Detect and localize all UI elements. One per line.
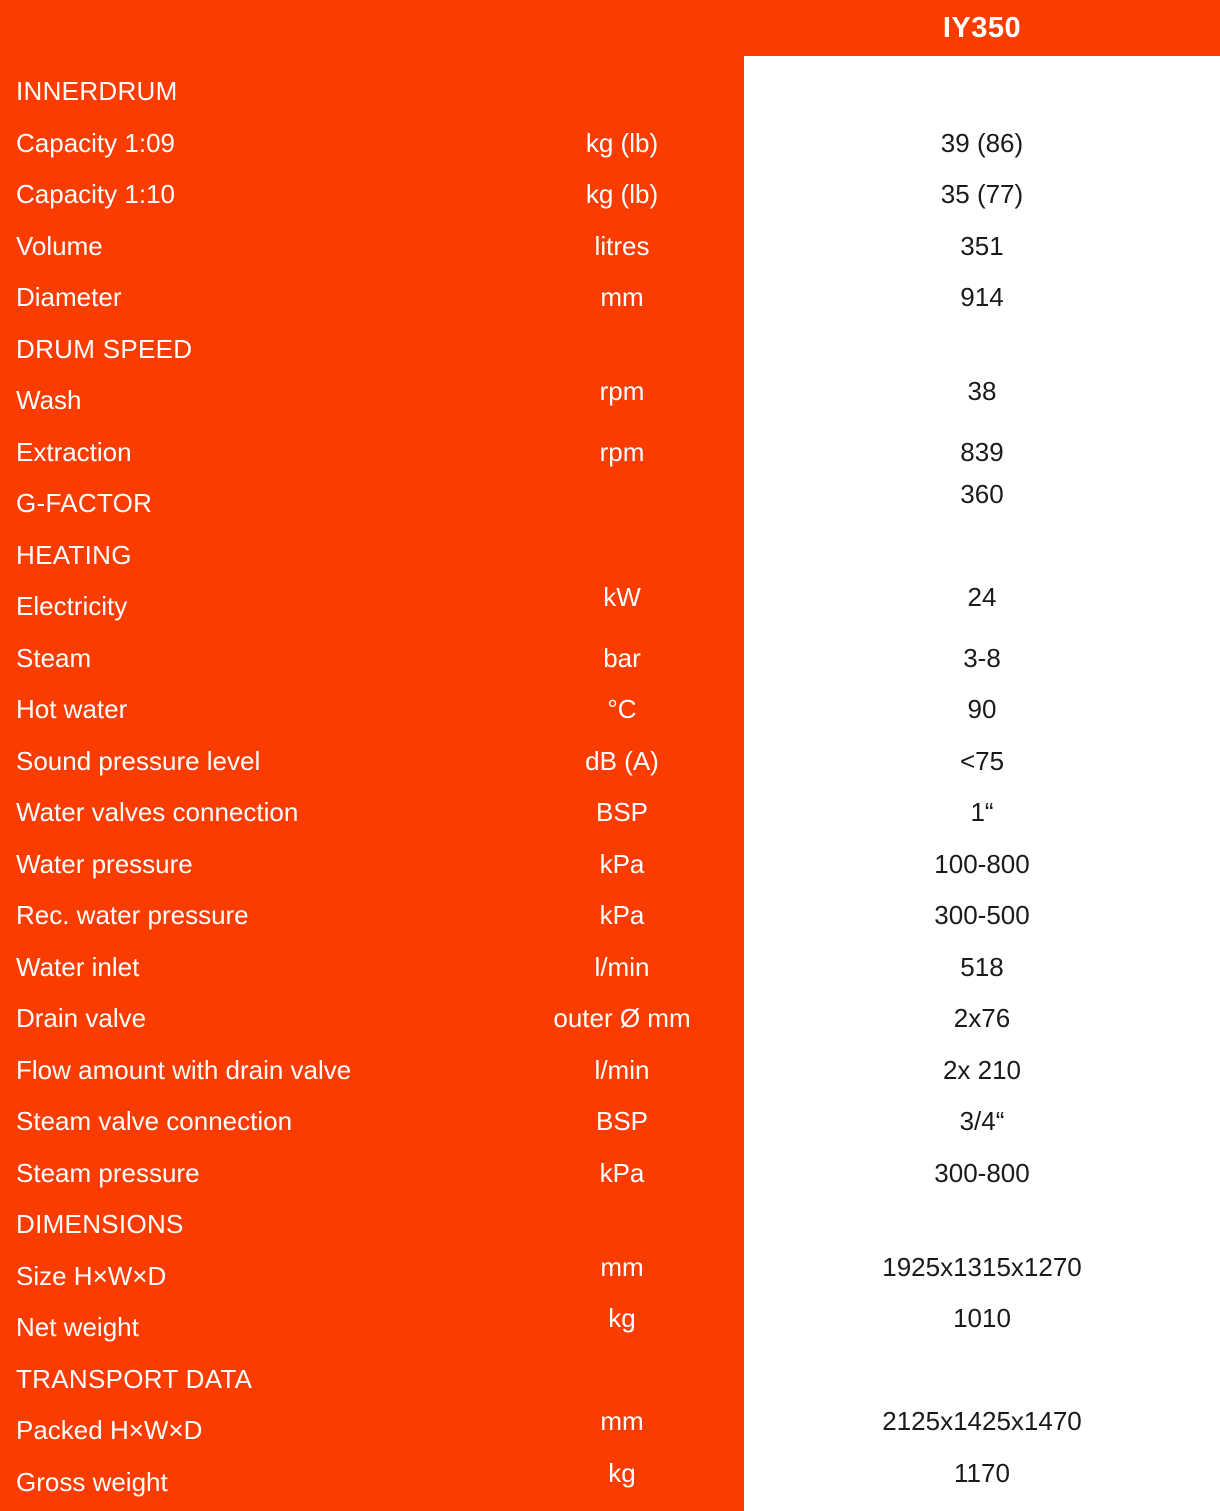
spec-unit: bar (603, 642, 641, 673)
table-row (0, 375, 1220, 427)
spec-unit: kPa (599, 1157, 645, 1188)
spec-label: Rec. water pressure (16, 900, 249, 931)
section-heading-row (0, 1354, 1220, 1406)
spec-label: G-FACTOR (16, 488, 153, 519)
table-row (0, 839, 1220, 891)
spec-value: 35 (77) (940, 179, 1024, 210)
spec-value: 2x 210 (942, 1054, 1022, 1085)
spec-value: 24 (967, 582, 997, 613)
section-heading-row (0, 1199, 1220, 1251)
spec-label: INNERDRUM (16, 76, 178, 107)
spec-value: 3/4“ (959, 1106, 1005, 1137)
model-title: IY350 (942, 12, 1022, 44)
spec-label: Packed H×W×D (16, 1415, 203, 1446)
spec-label: Water pressure (16, 848, 193, 879)
spec-unit: kg (lb) (585, 127, 659, 158)
spec-value: 39 (86) (940, 127, 1024, 158)
spec-label: Hot water (16, 694, 128, 725)
spec-label: Capacity 1:09 (16, 127, 175, 158)
spec-unit: mm (600, 282, 644, 313)
spec-value: 839 (960, 436, 1004, 467)
table-row (0, 890, 1220, 942)
spec-value: 1170 (954, 1457, 1010, 1488)
spec-value: 90 (967, 694, 997, 725)
table-row (0, 1251, 1220, 1303)
table-row (0, 1302, 1220, 1354)
spec-label: Net weight (16, 1312, 139, 1343)
spec-label: Steam valve connection (16, 1106, 293, 1137)
spec-unit: kg (608, 1457, 636, 1488)
spec-label: Diameter (16, 282, 122, 313)
table-row (0, 633, 1220, 685)
table-row (0, 169, 1220, 221)
spec-unit: °C (607, 694, 637, 725)
spec-label: Gross weight (16, 1466, 168, 1497)
section-heading-row (0, 324, 1220, 376)
spec-label: TRANSPORT DATA (16, 1363, 253, 1394)
spec-label: Capacity 1:10 (16, 179, 175, 210)
spec-unit: mm (600, 1406, 644, 1437)
table-row (0, 1045, 1220, 1097)
table-row (0, 1096, 1220, 1148)
spec-unit: rpm (599, 436, 645, 467)
spec-unit: l/min (594, 1054, 650, 1085)
spec-value: 351 (960, 230, 1004, 261)
spec-unit: mm (600, 1251, 644, 1282)
table-row (0, 1457, 1220, 1509)
spec-unit: litres (594, 230, 650, 261)
spec-value: 914 (960, 282, 1004, 313)
spec-label: Wash (16, 385, 82, 416)
spec-value: 300-800 (934, 1157, 1030, 1188)
spec-label: Volume (16, 230, 103, 261)
spec-value: 1010 (953, 1303, 1011, 1334)
spec-unit: BSP (595, 797, 649, 828)
table-row (0, 272, 1220, 324)
section-heading-row (0, 478, 1220, 530)
table-row (0, 684, 1220, 736)
table-row (0, 993, 1220, 1045)
table-row (0, 221, 1220, 273)
spec-value: 1“ (970, 797, 994, 828)
spec-label: HEATING (16, 539, 132, 570)
spec-value: 3-8 (963, 642, 1001, 673)
spec-unit: dB (A) (585, 745, 659, 776)
spec-label: Steam pressure (16, 1157, 200, 1188)
spec-unit: kg (lb) (585, 179, 659, 210)
section-heading-row (0, 66, 1220, 118)
spec-label: DIMENSIONS (16, 1209, 184, 1240)
spec-unit: rpm (599, 376, 645, 407)
spec-value: 1925x1315x1270 (882, 1251, 1082, 1282)
spec-unit: l/min (594, 951, 650, 982)
spec-label: Size H×W×D (16, 1260, 167, 1291)
spec-value: 2125x1425x1470 (882, 1406, 1082, 1437)
spec-label: Water inlet (16, 951, 140, 982)
spec-value: 518 (960, 951, 1004, 982)
spec-unit: kg (608, 1303, 636, 1334)
table-row (0, 118, 1220, 170)
spec-label: Electricity (16, 591, 128, 622)
spec-label: Steam (16, 642, 92, 673)
spec-value: 300-500 (934, 900, 1030, 931)
table-row (0, 427, 1220, 479)
spec-unit: kPa (599, 848, 645, 879)
spec-unit: BSP (595, 1106, 649, 1137)
spec-unit: kW (603, 582, 641, 613)
spec-unit: kPa (599, 900, 645, 931)
table-row (0, 1148, 1220, 1200)
table-row (0, 787, 1220, 839)
spec-label: Water valves connection (16, 797, 299, 828)
spec-label: DRUM SPEED (16, 333, 193, 364)
table-row (0, 581, 1220, 633)
table-row (0, 1405, 1220, 1457)
table-row (0, 736, 1220, 788)
spec-value: <75 (959, 745, 1005, 776)
spec-value: 100-800 (934, 848, 1030, 879)
spec-value: 2x76 (953, 1003, 1011, 1034)
spec-unit: outer Ø mm (553, 1003, 691, 1034)
spec-label: Sound pressure level (16, 745, 261, 776)
section-heading-row (0, 530, 1220, 582)
spec-value: 38 (967, 376, 997, 407)
spec-label: Extraction (16, 436, 132, 467)
spec-label: Drain valve (16, 1003, 147, 1034)
spec-label: Flow amount with drain valve (16, 1054, 352, 1085)
spec-value: 360 (960, 479, 1004, 510)
spec-table (0, 66, 1220, 1508)
table-row (0, 942, 1220, 994)
